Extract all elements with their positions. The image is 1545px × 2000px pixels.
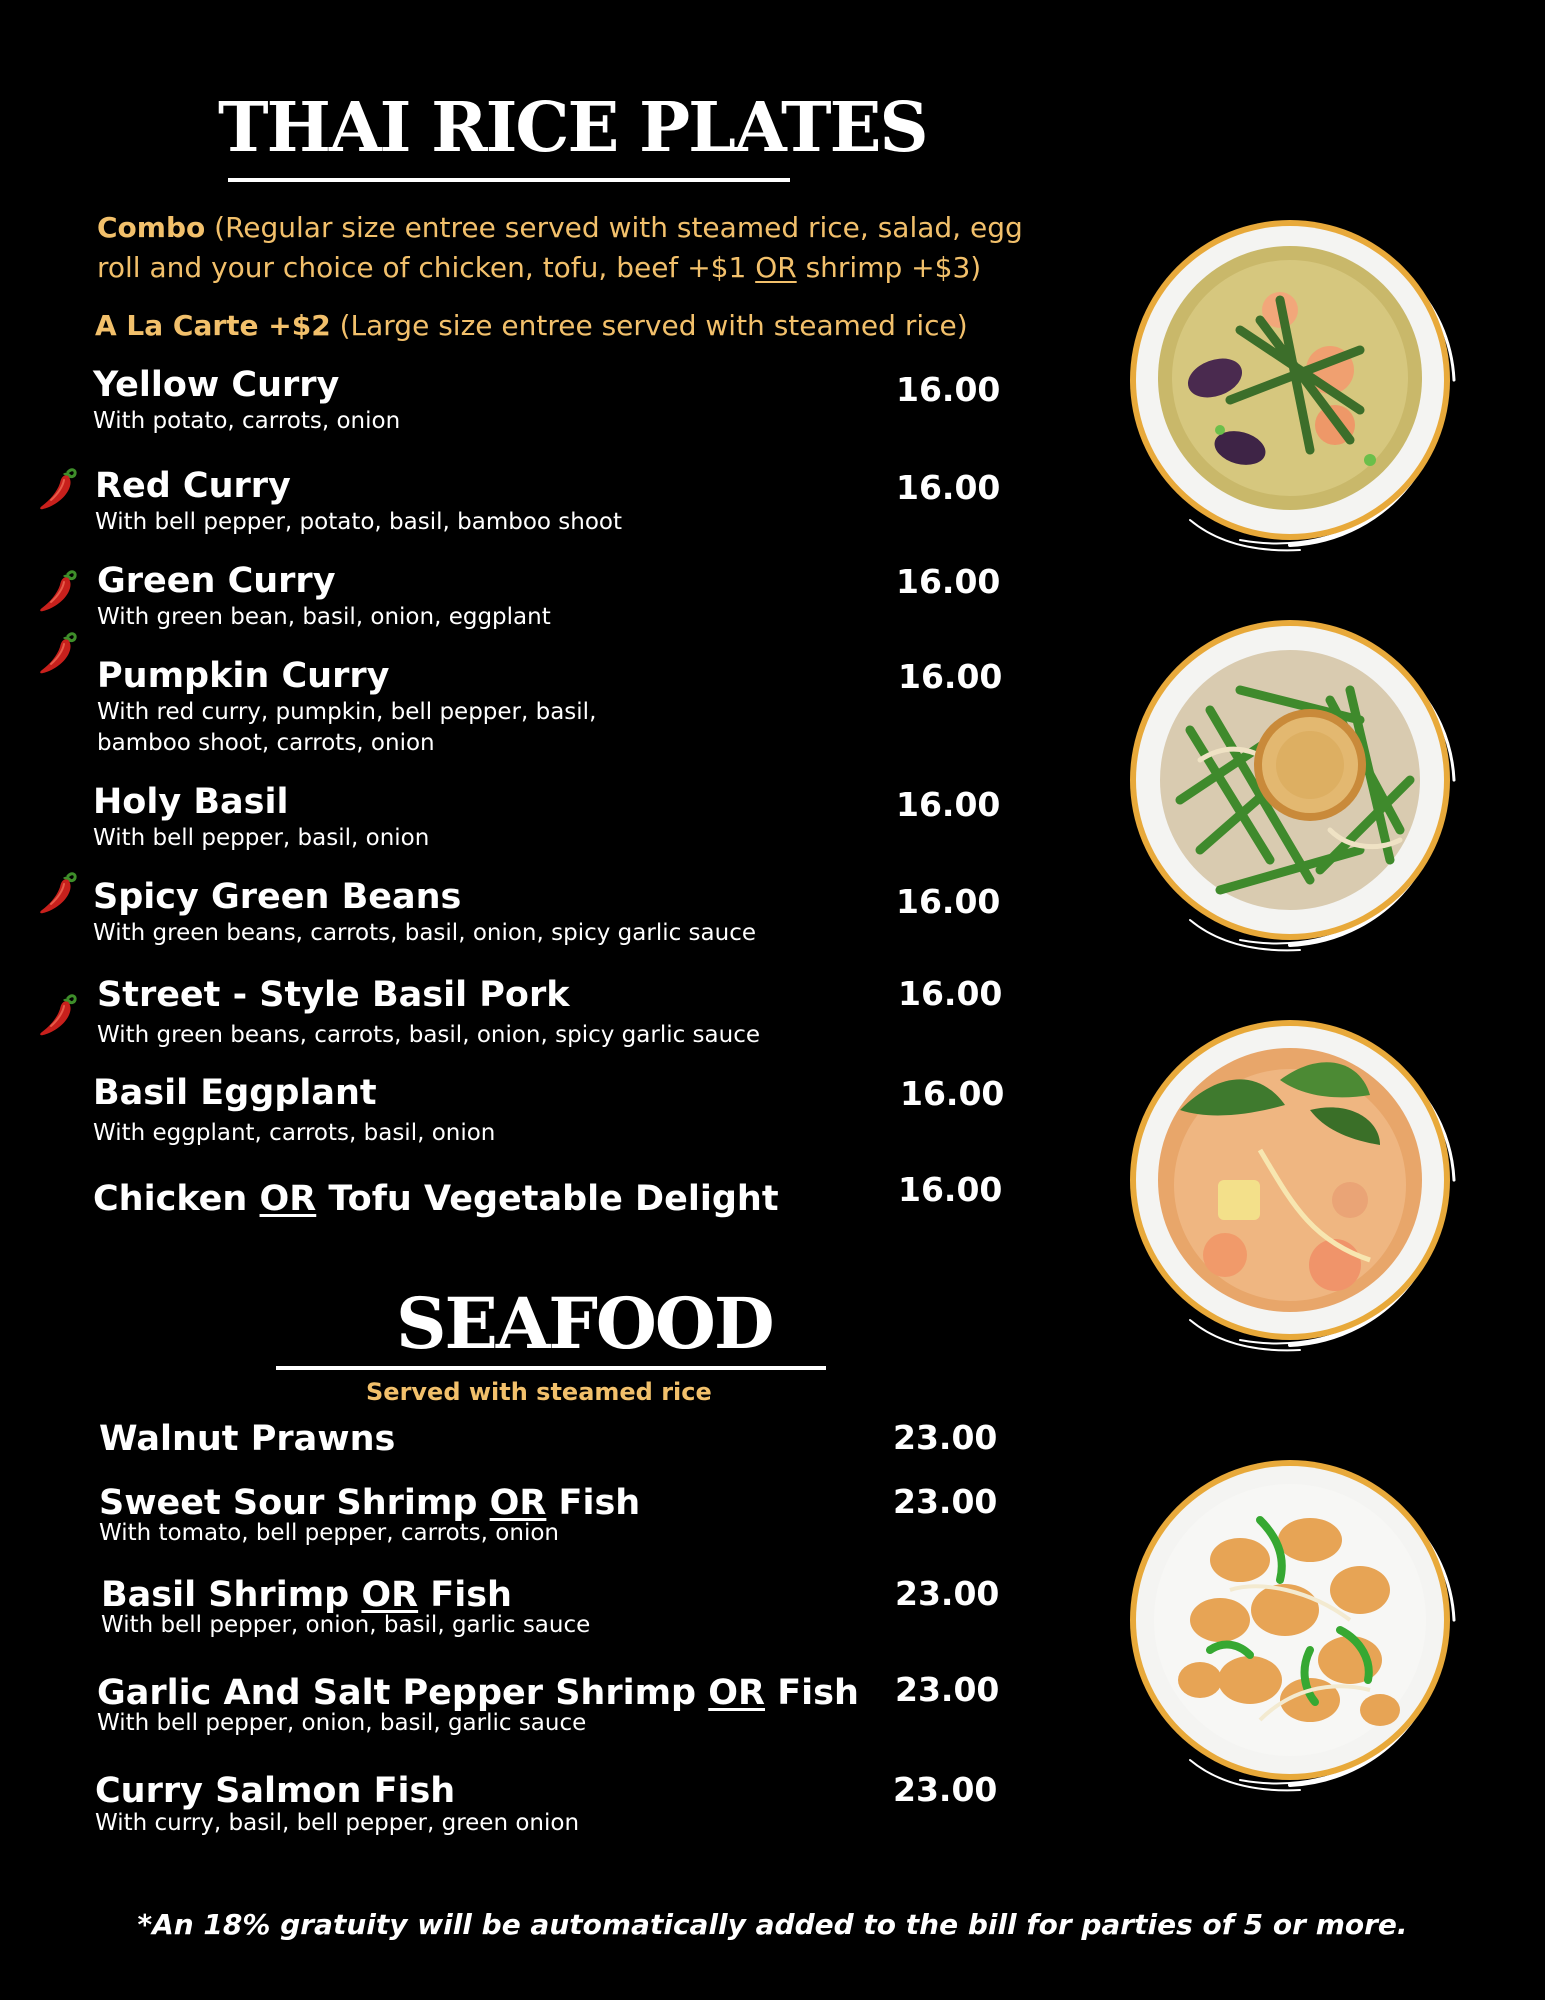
item-price: 23.00: [893, 1482, 998, 1521]
page-title: THAI RICE PLATES: [218, 88, 927, 168]
combo-label: Combo: [97, 211, 206, 244]
a-la-carte-note: [95, 306, 968, 346]
combo-line2-or: OR: [755, 251, 797, 284]
item-name: Holy Basil: [93, 782, 289, 822]
gratuity-note: *An 18% gratuity will be automatically added to the bill for parties of 5 or more.: [137, 1908, 1408, 1941]
item-desc: With green beans, carrots, basil, onion, spicy garlic sauce: [97, 1022, 761, 1048]
item-desc: With green bean, basil, onion, eggplant: [97, 604, 551, 630]
item-name: Spicy Green Beans: [93, 877, 462, 917]
item-name-b: Tofu Vegetable Delight: [316, 1179, 779, 1219]
item-name-or: OR: [708, 1673, 766, 1713]
item-desc: With potato, carrots, onion: [93, 408, 401, 434]
item-price: 23.00: [895, 1574, 1000, 1613]
item-price: 16.00: [898, 657, 1003, 696]
item-price: 16.00: [896, 370, 1001, 409]
menu-item-walnut-prawns: [99, 1418, 395, 1460]
item-price: 16.00: [896, 785, 1001, 824]
item-name-a: Chicken: [93, 1179, 260, 1219]
combo-line2-b: shrimp +$3): [796, 251, 982, 284]
item-name: [93, 1178, 779, 1220]
combo-note: [97, 208, 1023, 248]
item-name-or: OR: [489, 1483, 547, 1523]
menu-item-spicy-green-beans: [93, 876, 756, 949]
item-name-b: Fish: [765, 1673, 859, 1713]
item-name-b: Fish: [546, 1483, 641, 1523]
item-name: Yellow Curry: [93, 365, 340, 405]
item-name: Red Curry: [95, 466, 291, 506]
item-price: 16.00: [896, 882, 1001, 921]
chili-pepper-icon: [38, 466, 78, 512]
a-la-carte-text: (Large size entree served with steamed rice): [330, 309, 968, 342]
menu-item-basil-eggplant: [93, 1072, 495, 1149]
item-desc: With red curry, pumpkin, bell pepper, basil,: [97, 699, 597, 725]
menu-item-curry-salmon: [95, 1770, 579, 1839]
menu-item-green-curry: [97, 560, 551, 633]
green-curry-dish-photo: [1110, 200, 1470, 560]
menu-item-pumpkin-curry: [97, 655, 596, 759]
menu-item-red-curry: [95, 465, 622, 538]
item-price: 23.00: [893, 1418, 998, 1457]
item-desc: With bell pepper, potato, basil, bamboo shoot: [95, 509, 623, 535]
seafood-title: SEAFOOD: [396, 1282, 773, 1365]
item-name: Walnut Prawns: [99, 1419, 396, 1459]
item-name: Pumpkin Curry: [97, 656, 390, 696]
item-name-or: OR: [361, 1575, 419, 1615]
item-desc: With green beans, carrots, basil, onion, spicy garlic sauce: [93, 920, 757, 946]
item-desc: With bell pepper, onion, basil, garlic sauce: [101, 1612, 591, 1638]
chili-pepper-icon: [38, 630, 78, 676]
chili-pepper-icon: [38, 568, 78, 614]
title-divider: [228, 178, 790, 182]
item-name-b: Fish: [418, 1575, 512, 1615]
item-name: Basil Eggplant: [93, 1073, 377, 1113]
item-name: Green Curry: [97, 561, 336, 601]
menu-item-yellow-curry: [93, 364, 400, 437]
sweet-sour-fish-dish-photo: [1110, 1440, 1470, 1800]
item-name: Street - Style Basil Pork: [97, 975, 570, 1015]
item-desc: With bell pepper, basil, onion: [93, 825, 430, 851]
item-desc: With eggplant, carrots, basil, onion: [93, 1120, 496, 1146]
menu-item-street-style-basil-pork: [97, 974, 760, 1051]
menu-item-sweet-sour: [99, 1482, 640, 1549]
item-name-a: Basil Shrimp: [101, 1575, 362, 1615]
item-name-a: Sweet Sour Shrimp: [99, 1483, 490, 1523]
seafood-divider: [276, 1366, 826, 1370]
chili-pepper-icon: [38, 992, 78, 1038]
item-price: 16.00: [896, 468, 1001, 507]
item-price: 16.00: [896, 562, 1001, 601]
menu-item-garlic-salt-pepper: [97, 1672, 859, 1739]
green-bean-egg-dish-photo: [1110, 600, 1470, 960]
item-desc: With bell pepper, onion, basil, garlic sauce: [97, 1710, 587, 1736]
item-price: 16.00: [898, 1170, 1003, 1209]
item-name-a: Garlic And Salt Pepper Shrimp: [97, 1673, 709, 1713]
combo-line1: (Regular size entree served with steamed rice, salad, egg: [214, 211, 1023, 244]
item-name-or: OR: [259, 1179, 317, 1219]
item-desc: With tomato, bell pepper, carrots, onion: [99, 1520, 559, 1546]
item-price: 23.00: [893, 1770, 998, 1809]
combo-note-line2: [97, 248, 981, 288]
chili-pepper-icon: [38, 870, 78, 916]
seafood-subtitle: Served with steamed rice: [366, 1378, 712, 1406]
item-desc-line2: bamboo shoot, carrots, onion: [97, 730, 435, 756]
menu-item-vegetable-delight: [93, 1178, 779, 1220]
a-la-carte-label: A La Carte +$2: [95, 309, 331, 342]
menu-item-holy-basil: [93, 781, 429, 854]
item-price: 16.00: [898, 974, 1003, 1013]
red-curry-shrimp-dish-photo: [1110, 1000, 1470, 1360]
menu-item-basil-shrimp: [101, 1574, 590, 1641]
combo-line2-a: roll and your choice of chicken, tofu, beef +$1: [97, 251, 756, 284]
item-name: Curry Salmon Fish: [95, 1771, 456, 1811]
item-price: 16.00: [900, 1074, 1005, 1113]
item-desc: With curry, basil, bell pepper, green onion: [95, 1810, 580, 1836]
item-price: 23.00: [895, 1670, 1000, 1709]
